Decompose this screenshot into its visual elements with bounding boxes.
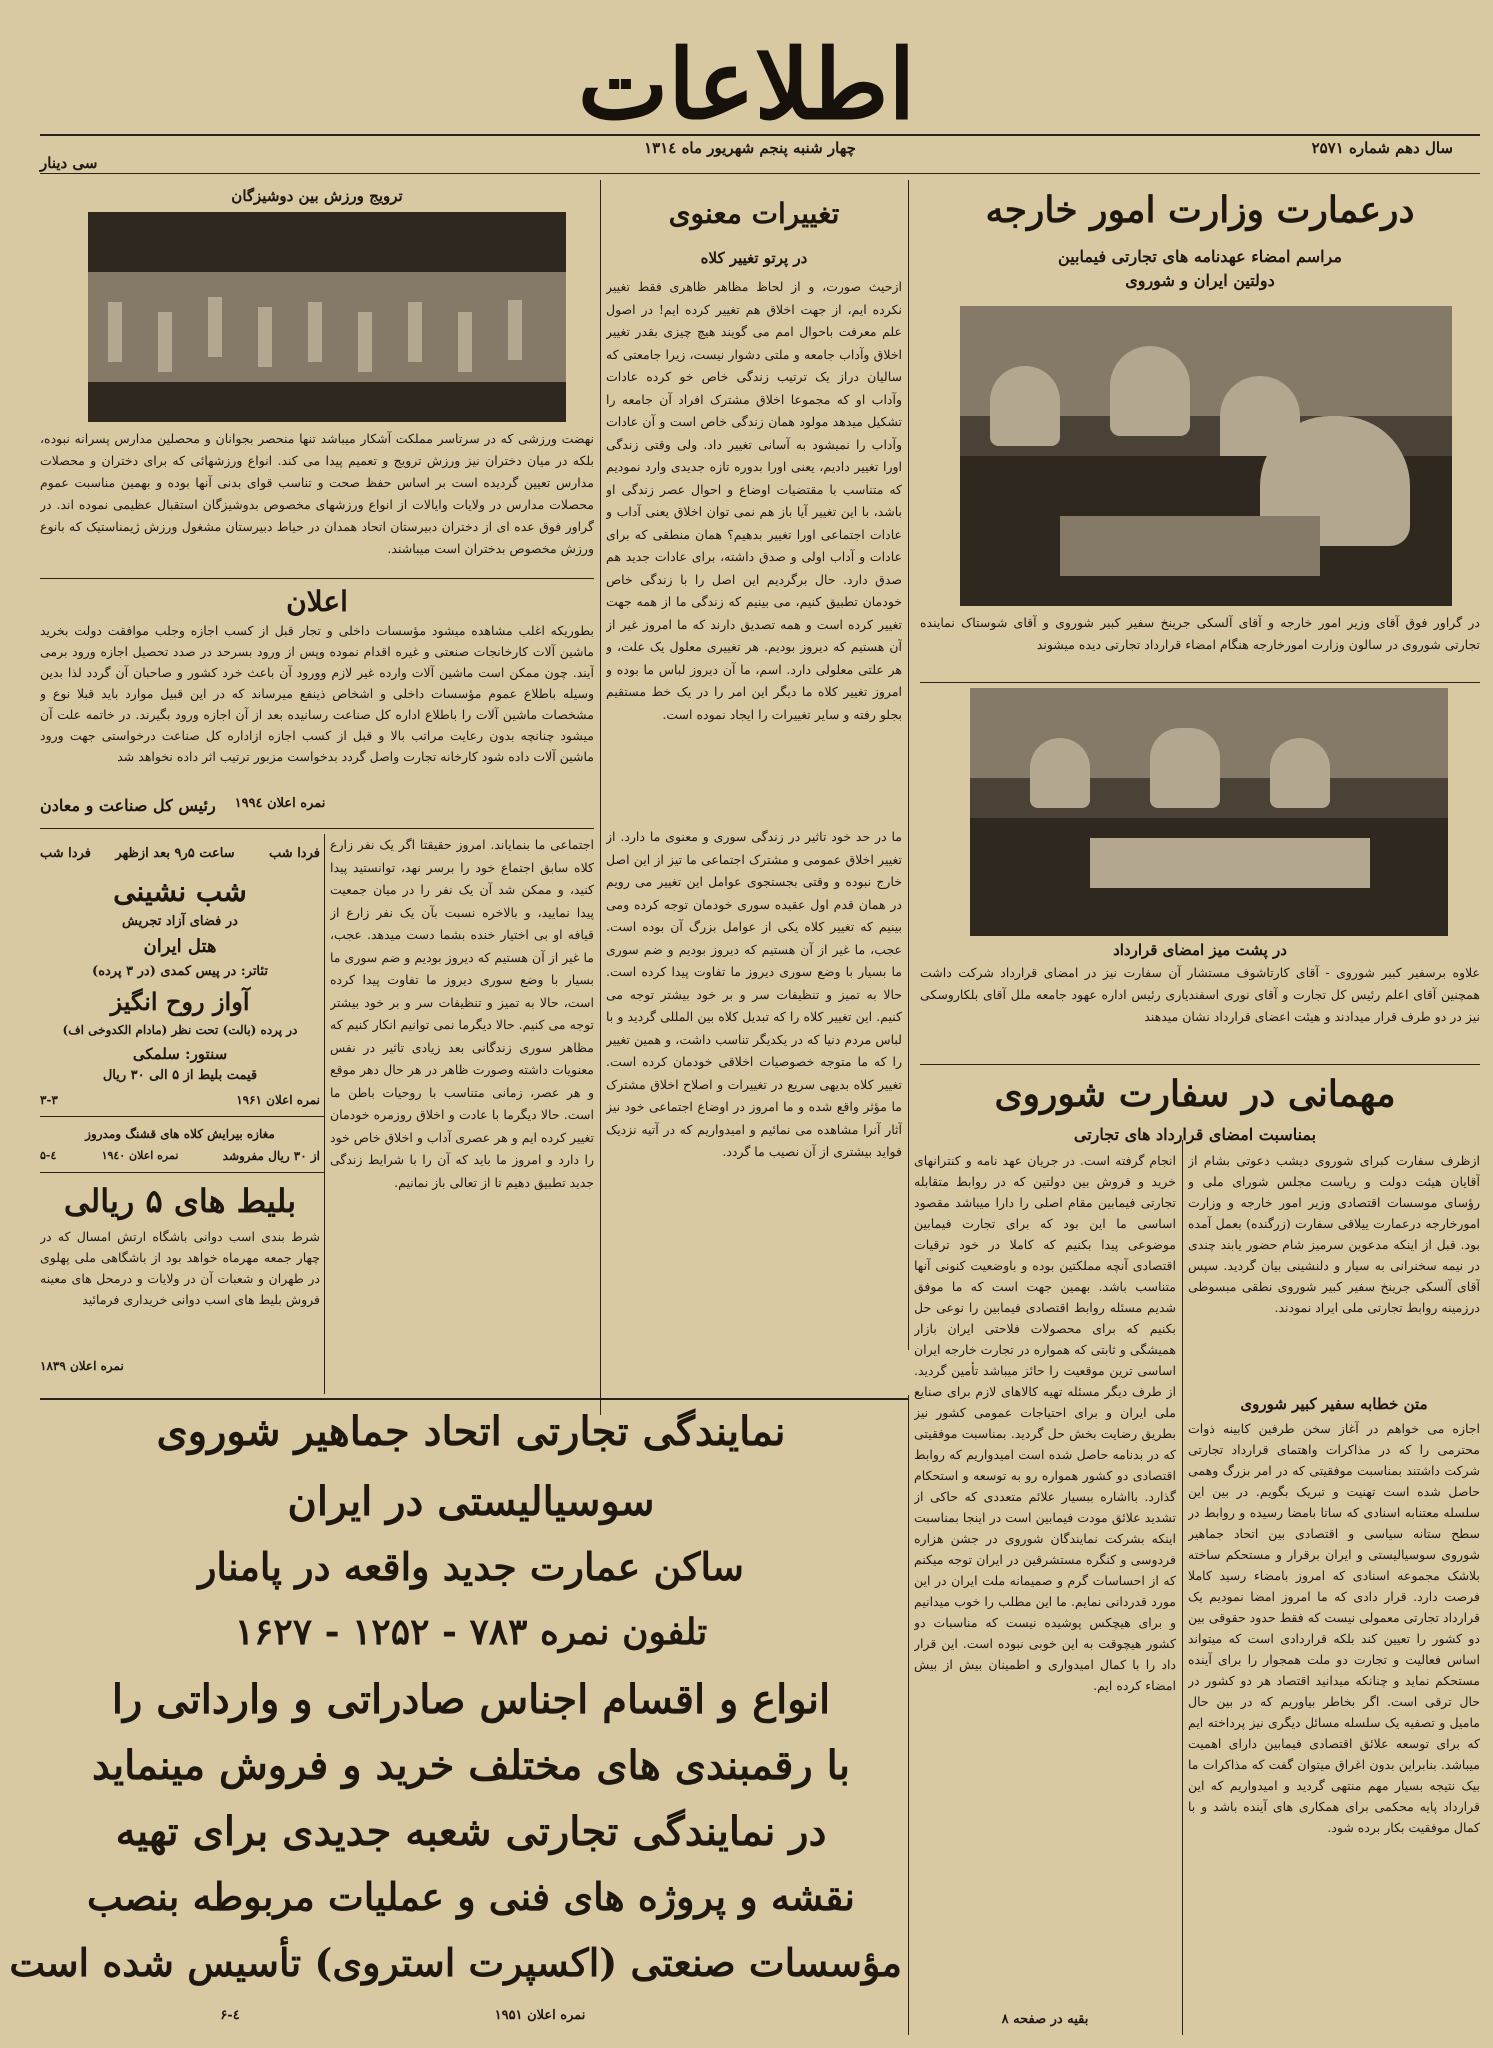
- lottery-body: شرط بندی اسب دوانی باشگاه ارتش امسال که در چهار جمعه مهرماه خواهد بود از باشگاهی ملی پهلوی در طهران و شعبات آن در ولایات و درمحل های معینه فروش بلیط های اسب دوانی خریداری فرمائید: [40, 1229, 320, 1307]
- issue-price: سی دینار: [40, 154, 98, 172]
- hotel-ad-ballet: در پرده (بالت) تحت نظر (مادام الکدوخی اف): [62, 1023, 298, 1037]
- signing-photo-2: [970, 688, 1448, 936]
- hotel-ad-venue: در فضای آزاد تجریش: [122, 914, 238, 929]
- hotel-ad-hotel: هتل ایران: [143, 936, 217, 957]
- speech-text: اجازه می خواهم در آغاز سخن طرفین کابینه ذوات محترمی را که در مذاکرات واهتمای قرارداد تجارتی شرکت داشتند بمناسبت موفقیتی که در امر بزرگ وهمی حاصل شده است تهنیت و تبریک بگویم. در بین این سلسله معتنابه اسنادی که ساتا بامضا رسیده و روابط در سطح ستانه سیاسی و اقتصادی بین اتحاد جماهیر شوروی سوسیالیستی و ایران برقرار و مستحکم ساخته بلاشک مجموعه اسنادی که امروز بامضاء رسید کاملا فرصت دارد. قرار دادی که ما امروز امضا نمودیم یک قرارداد تجارتی معمولی نیست که فقط حدود حقوقی بین دو کشور را تعیین کند بلکه قراردادی است که میتواند اساس فعالیت و تجارت دو ملت همجوار را برای آینده مستحکم نماید و چنانکه میدانید اقتصاد هر دو کشور در حال ترقی است. اگر بخاطر بیاوریم که در بین حال مامیل و تصفیه یک سلسله مسائل دیگری نیز پرداخته ایم که برای توسعه علائق اقتصادی فیمابین دارای اهمیت میباشد. بنابراین بدون اغراق میتوان گفت که مذاکرات ما بیک نتیجه بسیار مهم منتهی گردید و امیدواریم که این قرارداد پایه محکمی برای همکاری های آینده باشد و با کمال موفقیت بکار برده شود.: [1188, 1421, 1480, 1835]
- spiritual-changes-subhead: در پرتو تغییر کلاه: [700, 249, 808, 267]
- trade-ad-number: نمره اعلان ۱۹۵۱: [494, 2008, 586, 2023]
- signing-photo-1: [960, 306, 1452, 606]
- trade-ad-code: ٤-۶: [220, 2008, 240, 2023]
- hotel-ad-title: شب نشینی: [113, 875, 247, 908]
- trade-ad-line-3: ساکن عمارت جدید واقعه در پامنار: [198, 1544, 744, 1589]
- publication-date: چهار شنبه پنجم شهریور ماه ۱۳۱٤: [644, 139, 856, 157]
- hotel-ad-number: نمره اعلان ۱۹۶۱: [236, 1093, 320, 1107]
- hotel-ad-top-right: فردا شب: [269, 846, 320, 861]
- soviet-embassy-headline: مهمانی در سفارت شوروی: [994, 1073, 1396, 1115]
- speech-title: متن خطابه سفیر کبیر شوروی: [1240, 1395, 1428, 1413]
- hotel-ad-top-left: فردا شب: [40, 846, 91, 861]
- trade-ad-line-6: با رقمبندی های مختلف خرید و فروش مینماید: [92, 1742, 850, 1789]
- issue-number: سال دهم شماره ۲۵۷۱: [1311, 139, 1453, 157]
- spiritual-changes-headline: تغییرات معنوی: [668, 197, 840, 230]
- spiritual-changes-body-cont: ما در حد خود تاثیر در زندگی سوری و معنوی ما دارد. از تغییر اخلاق عمومی و مشترک اجتماعی ما تیز از این اصل خارج نبوده و وقتی بجستجوی عوامل این تغییر می رویم در همان قدم اول عقیده سوری خودمان توجه کرده ومی بینیم که تغییر کلاه یکی از عوامل بزرگ آن بوده است. عجب، ما غیر از آن هستیم که دیروز بودیم و ضم سوری ما بسیار با وضع سوری دیروز ما تفاوت پیدا کرده است. حالا به تمیز و تنظیفات سر و بر خود بیشتر توجه می کنیم. این تغییر کلاه را که تبدیل کلاه بین المللی گردید و با لباس مردم دنیا که در یکدیگر تناسب داشت، و همین تغییر را که ما متوجه خصوصیات اخلاقی خودمان کرده است. تغییر کلاه بدیهی سریع در تغییرات و اصلاح اخلاق مشترک ما مؤثر واقع شده و ما امروز در اوضاع اجتماعی خود نیز آثار آنرا مشاهده می نمائیم و امیدواریم که در آتیه نزدیک فواید بیشتری از آن نصیب ما گردد.: [606, 829, 902, 1159]
- trade-ad-phone: تلفون نمره ۷۸۳ - ۱۲۵۲ - ۱۶۲۷: [234, 1611, 708, 1653]
- masthead-rule-bottom: [40, 173, 1480, 174]
- soviet-embassy-subhead: بمناسبت امضای قرارداد های تجارتی: [1073, 1125, 1317, 1144]
- trade-ad-line-5: انواع و اقسام اجناس صادراتی و وارداتی را: [111, 1676, 831, 1723]
- soviet-headline-rule: [920, 1064, 1480, 1065]
- notice-ad-number: نمره اعلان ۱۹۹٤: [234, 796, 326, 811]
- hat-shop-line: مغازه بیرایش کلاه های قشنگ ومدروز: [85, 1127, 275, 1141]
- signing-photo-1-caption: در گراور فوق آقای وزیر امور خارجه و آقای آلسکی جرینخ سفیر کبیر شوروی و آقای شوستاک نماینده تجارتی شوروی در سالون وزارت امورخارجه هنگام امضاء قرارداد تجارتی دیده میشوند: [920, 615, 1480, 652]
- notice-signature: رئیس کل صناعت و معادن: [40, 796, 216, 815]
- hotel-ad-time: ساعت ۵ر۹ بعد ازظهر: [115, 846, 235, 861]
- hotel-ad-theater: تئاتر: در پیس کمدی (در ۳ پرده): [92, 964, 268, 979]
- lottery-title: بلیط های ۵ ریالی: [63, 1182, 297, 1220]
- hotel-ad-play-title: آواز روح انگیز: [110, 987, 250, 1016]
- soviet-embassy-intro: ازظرف سفارت کبرای شوروی دیشب دعوتی بشام از آقایان هیئت دولت و ریاست مجلس شورای ملی و رؤسای موسسات اقتصادی وزیر امور خارجه و وزارت امورخارجه درعمارت ییلاقی سفارت (زرگنده) بعمل آمده بود. قبل از اینکه مدعوین سرمیز شام حضور یابند چندی در نیمه سخنرانی به سیار و دلنشینی بیان گردید. سپس آقای آلسکی جرینخ سفیر کبیر شوروی نطقی مبسوطی درزمینه روابط تجارتی ملی ایراد نمودند.: [1188, 1153, 1480, 1315]
- notice-body: بطوریکه اغلب مشاهده میشود مؤسسات داخلی و تجار قبل از کسب اجازه وجلب موافقت دولت بخرید ماشین آلات کارخانجات صنعتی و غیره اقدام نموده وپس از ورود بسرحد در صدد تحصیل اجازه ورود برمی آیند. چون ممکن است ماشین آلات وارده غیر لازم وورود آن باعث خرد کشور و صاحبان آن گردد لذا بدین وسیله باطلاع عموم مؤسسات داخلی و اشخاص ذینفع میرساند که در این قبیل موارد باید قبلا نوع و مشخصات ماشین آلات را باطلاع اداره کل صناعت رسانیده بعد از آن اجازه ورود بگیرند. در خاتمه علت آن میشود چنانچه بدون رعایت مراتب بالا و قبل از کسب اجازه ازاداره کل صناعت درخواستی جهت ورود ماشین آلات داده شود کارخانه تجارت واصل گردد بدخواست مزبور ترتیب اثر داده نخواهد شد: [40, 623, 594, 764]
- hat-shop-code: ٤-۵: [40, 1149, 57, 1162]
- trade-ad-rule-top: [40, 1398, 908, 1400]
- foreign-ministry-subhead-1: مراسم امضاء عهدنامه های تجارتی فیمابین: [1058, 247, 1342, 266]
- hat-shop-rule: [40, 1172, 324, 1173]
- notice-rule-bottom: [40, 828, 594, 829]
- trade-ad-line-2: سوسیالیستی در ایران: [287, 1478, 655, 1525]
- notice-rule-top: [40, 578, 594, 579]
- trade-ad-line-1: نمایندگی تجارتی اتحاد جماهیر شوروی: [156, 1408, 786, 1455]
- trade-ad-line-9: مؤسسات صنعتی (اکسپرت استروی) تأسیس شده است: [9, 1940, 902, 1985]
- hotel-ad-rule: [40, 1116, 324, 1117]
- hotel-ad-code: ۳-۳: [40, 1093, 58, 1107]
- masthead-title: اطلاعات: [577, 28, 916, 141]
- trade-ad-line-7: در نمایندگی تجارتی شعبه جدیدی برای تهیه: [115, 1808, 827, 1855]
- hat-shop-ad-number: نمره اعلان ۱۹٤۰: [101, 1149, 179, 1162]
- hotel-ad-concert: سنتور: سلمکی: [132, 1045, 228, 1063]
- notice-title: اعلان: [286, 585, 348, 618]
- girls-sports-title: ترویج ورزش بین دوشیزگان: [231, 187, 403, 205]
- column-rule-center: [600, 180, 601, 1415]
- girls-sports-photo: [88, 212, 566, 422]
- lottery-ad-number: نمره اعلان ۱۸۳۹: [40, 1359, 124, 1373]
- continued-note: بقیه در صفحه ۸: [1001, 2012, 1089, 2027]
- signing-photo-2-caption: علاوه برسفیر کبیر شوروی - آقای کارتاشوف مستشار آن سفارت نیز در امضای قرارداد شرکت داشت همچنین آقای اعلم رئیس کل تجارت و آقای نوری اسفندیاری رئیس اداره عهود جامعه ملل آقای بلکاروسکی نیز در دو طرف قرار میدادند و هیئت اعضای قرارداد نشان میدهند: [920, 965, 1480, 1024]
- soviet-embassy-col-mid: انجام گرفته است. در جریان عهد نامه و کنترانهای خرید و فروش بین دولتین که در روابط متقابله تجارتی فیمابین مقام اصلی را دارا میباشد مقصود اساسی ما این بود که برای تجارت فیمابین موضوعی پیدا بکنیم که کاملا در خود ترقیات اقتصادی آنچه مملکتین بوده و باوضعیت کنونی آنها متناسب باشد. بهمین جهت است که ما موفق شدیم مسئله روابط اقتصادی فیمابین را نوعی حل بکنیم که برای محصولات فلاحتی ایران بازار همیشگی و ثابتی که همواره در تجارت خارجه ایران اساسی ترین موقعیت را حائز میباشد تأمین گردید. از طرف دیگر مسئله تهیه کالاهای لازم برای صنایع ملی ایران و برای احتیاجات عمومی کشور نیز بطریق رضایت بخش حل گردید. بمناسبت موفقیتی که در بدنامه حاصل شده است امیدواریم که روابط اقتصادی دو کشور همواره رو به توسعه و استحکام گذارد. بااشاره ببسیار علائم متعددی که حاکی از تشدید علائق مودت فیمابین است در اینجا بمناسبت اینکه بشرکت نمایندگان شوروی در جشن هزاره فردوسی و کنگره مستشرقین در ایران توجه میکنم که از احساسات گرم و صمیمانه ملت ایران در این مورد قدردانی نمایم. ما این مطلب را خوب میدانیم و برای هیچکس پوشیده نیست که مناسبات دو کشور هیچوقت به این خوبی نبوده است. این قرار داد را با کمال امیدواری و اطمینان بیش از بیش امضاء کرده ایم.: [914, 1153, 1176, 1693]
- girls-sports-caption: نهضت ورزشی که در سرتاسر مملکت آشکار میباشد تنها منحصر بجوانان و محصلین مدارس پسرانه نبوده، بلکه در میان دختران نیز ورزش ترویج و تعمیم پیدا می کند. انواع ورزشهائی که برای دختران و محصلات مدارس تعیین گردیده است بر اساس حفظ صحت و تناسب قوای بدنی آنها بوده و بهمین مناسبت عموم محصلات مدارس در ولایات وایالات از انواع ورزشهای مخصوص بدوشیزگان استقبال عظیمی نموده اند. در گراور فوق عده ای از دختران دبیرستان اتحاد همدان در حیاط دبیرستان مشغول ورزش ژیمناستیک که بانوع ورزش مخصوص بدختران است میباشند.: [40, 431, 594, 556]
- column-rule-left: [324, 834, 325, 1394]
- hat-shop-price: از ۳۰ ریال مفروشد: [222, 1149, 320, 1163]
- hotel-ad-price: قیمت بلیط از ۵ الی ۳۰ ریال: [102, 1068, 258, 1083]
- foreign-ministry-headline: درعمارت وزارت امور خارجه: [985, 189, 1415, 231]
- signing-photo-2-title: در پشت میز امضای قرارداد: [1113, 941, 1287, 959]
- spiritual-continued-body: اجتماعی ما بنمایاند. امروز حقیقتا اگر یک نفر زارع کلاه سابق اجتماع خود را برسر نهد، توانستید پیدا کنید، و ممکن شد آن یک نفر را در میان جمعیت پیدا نمایید، و بالاخره نسبت بآن یک نفر زارع از قیافه او بی اختیار خنده بشما دست میدهد. عجب، ما غیر از آن هستیم که دیروز بودیم و ضم سوری ما بسیار با وضع سوری دیروز ما تفاوت پیدا کرده است، حالا به تمیز و تنظیفات سر و بر خود بیشتر توجه می کنیم. حالا دیگرما نمی توانیم انکار کنیم که مظاهر سوری زندگانی بعد زیادی تاثیر در نفس معنویات داشته وصورت ظاهر در هر حال دهر موقع و هر عصر، زمانی متناسب با روحیات باطن ما است. حالا دیگرما با عادت و اخلاق روزمره خودمان تغییر کرده ایم و هر عصری آداب و اخلاق خاص خود را دارد و امروز ما باید که آن را با شرایط زندگی جدید تطبیق دهیم تا از تعالی باز نمانیم.: [330, 837, 594, 1190]
- trade-ad-line-8: نقشه و پروژه های فنی و عملیات مربوطه بنصب: [87, 1874, 855, 1919]
- photo-divider: [920, 682, 1480, 683]
- column-rule-right-lower: [908, 1395, 909, 2035]
- column-rule-right: [908, 180, 909, 1350]
- spiritual-changes-body: ازحیث صورت، و از لحاظ مظاهر ظاهری فقط تغییر نکرده ایم، از جهت اخلاق هم تغییر کرده ایم! در اصول علم معرفت باحوال امم می گویند هیچ چیزی بقدر تغییر اخلاق وآداب جامعه و ملتی دشوار نیست، زیرا جامعتی که سالیان دراز یک ترتیب زندگی خاص خو کرده عادات وآداب او که مجموعا اخلاق مشترک افراد آن جامعه را تشکیل میدهد مولود همان زندگی خاص است و آن عادات وآداب را نمیشود به آسانی تغییر داد. ولی وقتی زندگی اورا تغییر دادیم، یعنی اورا بدوره تازه جدیدی وارد نمودیم که متناسب با مقتضیات اوضاع و احوال عصر زندگی او باشد، با این تغییر آیا باز هم نمی توان اخلاق یعنی آداب و عادات اجتماعی اورا تغییر بدهیم؟ همان منطقی که برای عادات و آداب اولی و صدق داشته، برای عادات جدید هم صدق دارد. حال برگردیم این اصل را با زندگی خاص خودمان تطبیق کنیم، می بینیم که زندگی ما از همه جهت تغییر کرده است و همه تصدیق دارند که ما امروز غیر از آن هستیم که دیروز بودیم. هر تغییری معلول یک علت، و هر علتی معلولی دارد. اسم، ما آن دیروز لباس ما بوده و امروز تغییر کلاه ما دیگر این امر را در یک خط مستقیم بجلو رفته و سایر تغییرات را ایجاد نموده است.: [606, 279, 902, 722]
- column-rule-soviet: [1182, 1140, 1183, 2035]
- foreign-ministry-subhead-2: دولتین ایران و شوروی: [1125, 271, 1275, 290]
